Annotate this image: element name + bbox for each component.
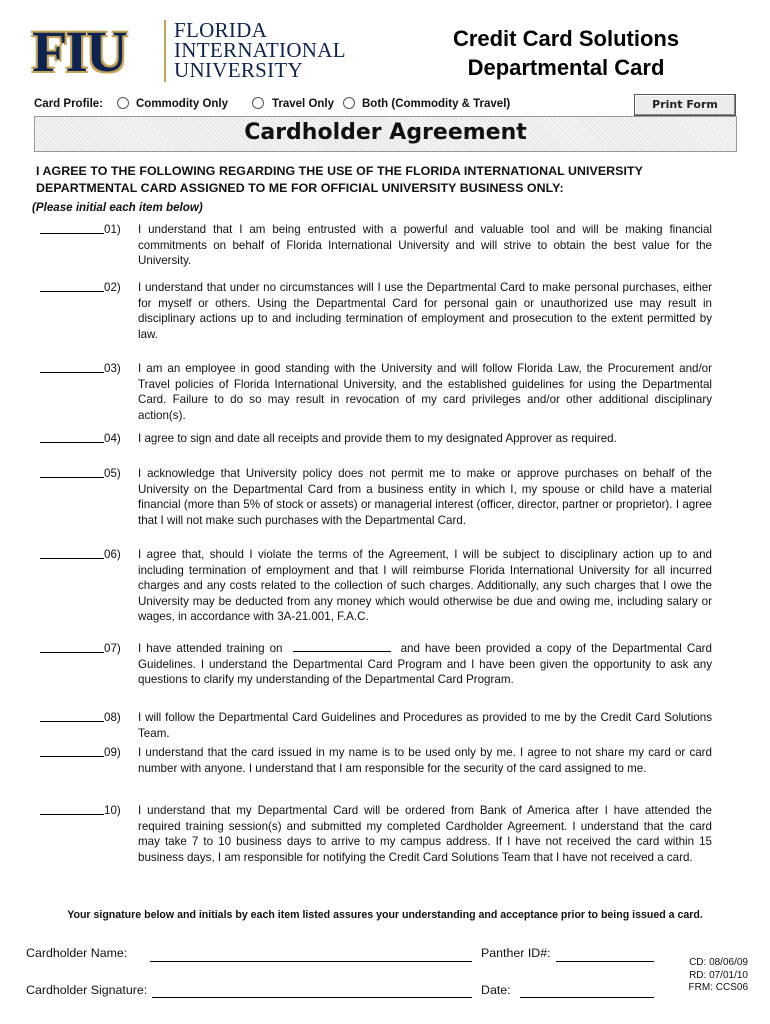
radio-both[interactable] — [343, 97, 355, 109]
item-text: I agree to sign and date all receipts and provide them to my designated Approver as required. — [138, 432, 617, 445]
item-text-after: and have been provided a copy of the Departmental Card Guidelines. I understand the Departmental Card Program and I have been given the opportunity to ask any questions to clarify my understanding of the Departmental Card Program. — [138, 642, 712, 687]
radio-commodity-only[interactable] — [117, 97, 129, 109]
logo-line-university: UNIVERSITY — [174, 58, 303, 82]
panther-id-label: Panther ID#: — [481, 946, 551, 960]
item-text: I agree that, should I violate the terms of the Agreement, I will be subject to disciplinary action up to and including termination of employment and that I will reimburse Florida International University for all incurred charges and any costs related to the collection of such charges. Additionally, any such charges that I owe the University may be deducted from any money which would otherwise be due and owing me, including salary or wages, in accordance with 3A-21.001, F.A.C. — [138, 548, 712, 624]
form-code-cd: CD: 08/06/09 — [689, 957, 748, 968]
agreement-heading — [36, 163, 740, 197]
agreement-heading-line2: DEPARTMENTAL CARD ASSIGNED TO ME FOR OFFICIAL UNIVERSITY BUSINESS ONLY: — [36, 181, 564, 195]
initial-blank-10[interactable] — [40, 803, 104, 815]
item-text: I understand that I am being entrusted with a powerful and valuable tool and will be making financial commitments on behalf of Florida International University and will strive to obtain the best value for the University. — [138, 223, 712, 268]
signature-note: Your signature below and initials by each item listed assures your understanding and acceptance prior to being issued a card. — [67, 909, 703, 921]
date-field[interactable] — [520, 997, 654, 998]
card-profile-label: Card Profile: — [34, 98, 104, 110]
header-title-line2: Departmental Card — [467, 55, 665, 80]
item-number: 07) — [104, 642, 121, 655]
form-codes — [680, 957, 748, 995]
item-text: I understand that the card issued in my name is to be used only by me. I agree to not share my card or card number with anyone. I understand that I am responsible for the security of the card assigned to me. — [138, 746, 712, 775]
item-text: I acknowledge that University policy does not permit me to make or approve purchases on behalf of the University on the Departmental Card from a business entity in which I, my spouse or child have a material financial (more than 5% of stock or assets) or managerial interest (officer, director, partner or proprietor). I agree that I will not make such purchases with the Departmental Card. — [138, 467, 712, 527]
initial-blank-01[interactable] — [40, 222, 104, 234]
header-title — [416, 24, 716, 82]
form-code-rd: RD: 07/01/10 — [689, 969, 748, 981]
date-label: Date: — [481, 983, 511, 997]
title-band — [34, 116, 737, 152]
logo-divider — [164, 20, 166, 82]
panther-id-field[interactable] — [556, 961, 654, 962]
logo-line-florida: FLORIDA — [174, 18, 268, 42]
logo-wordmark — [174, 20, 346, 80]
item-text-before: I have attended training on — [138, 642, 283, 655]
option-travel-only-label: Travel Only — [272, 98, 335, 110]
item-number: 09) — [104, 746, 121, 759]
cardholder-signature-field[interactable] — [152, 997, 472, 998]
card-profile-row — [30, 94, 750, 114]
page-title: Cardholder Agreement — [244, 120, 527, 145]
item-number: 08) — [104, 711, 121, 724]
fiu-logo-mark: FIU — [32, 19, 126, 84]
item-text: I am an employee in good standing with the University and will follow Florida Law, the Procurement and/or Travel policies of Florida International University, and the established guidelines for using the Departmental Card. Failure to do so may result in revocation of my card privileges and/or other additional disciplinary action(s). — [138, 362, 712, 422]
print-form-button[interactable]: Print Form — [634, 94, 736, 116]
item-text: I understand that under no circumstances will I use the Departmental Card to make personal purchases, either for myself or others. Using the Departmental Card for personal gain or unauthorized use may result in disciplinary actions up to and including termination of employment and prosecution to the extent permitted by law. — [138, 281, 712, 341]
header-title-line1: Credit Card Solutions — [452, 26, 680, 51]
option-both-label: Both (Commodity & Travel) — [362, 98, 511, 110]
item-number: 02) — [104, 281, 121, 294]
initial-blank-03[interactable] — [40, 361, 104, 373]
option-commodity-only-label: Commodity Only — [136, 98, 229, 110]
item-number: 03) — [104, 362, 121, 375]
fiu-logo — [32, 18, 350, 88]
radio-travel-only[interactable] — [252, 97, 264, 109]
initial-blank-07[interactable] — [40, 641, 104, 653]
cardholder-signature-label: Cardholder Signature: — [26, 983, 148, 997]
agreement-heading-line1: I AGREE TO THE FOLLOWING REGARDING THE USE OF THE FLORIDA INTERNATIONAL UNIVERSITY — [36, 164, 643, 178]
item-number: 10) — [104, 804, 121, 817]
initial-blank-04[interactable] — [40, 431, 104, 443]
item-number: 01) — [104, 223, 121, 236]
item-number: 04) — [104, 432, 121, 445]
initial-blank-02[interactable] — [40, 280, 104, 292]
initial-blank-05[interactable] — [40, 466, 104, 478]
logo-line-international: INTERNATIONAL — [174, 38, 346, 62]
item-text: I will follow the Departmental Card Guidelines and Procedures as provided to me by the Credit Card Solutions Team. — [138, 711, 712, 740]
training-date-blank[interactable] — [293, 641, 391, 652]
initial-blank-08[interactable] — [40, 710, 104, 722]
initial-instruction: (Please initial each item below) — [32, 201, 203, 214]
item-text: I understand that my Departmental Card will be ordered from Bank of America after I have attended the required training session(s) and submitted my completed Cardholder Agreement. I understand that the card may take 7 to 10 business days to arrive to my campus address. If I have not received the card within 15 business days, I am responsible for notifying the Credit Card Solutions Team that I have not received a card. — [138, 804, 712, 864]
cardholder-name-label: Cardholder Name: — [26, 946, 128, 960]
item-text — [138, 641, 712, 688]
cardholder-name-field[interactable] — [150, 961, 472, 962]
initial-blank-06[interactable] — [40, 547, 104, 559]
item-number: 05) — [104, 467, 121, 480]
item-number: 06) — [104, 548, 121, 561]
initial-blank-09[interactable] — [40, 745, 104, 757]
form-code-frm: FRM: CCS06 — [688, 982, 748, 993]
